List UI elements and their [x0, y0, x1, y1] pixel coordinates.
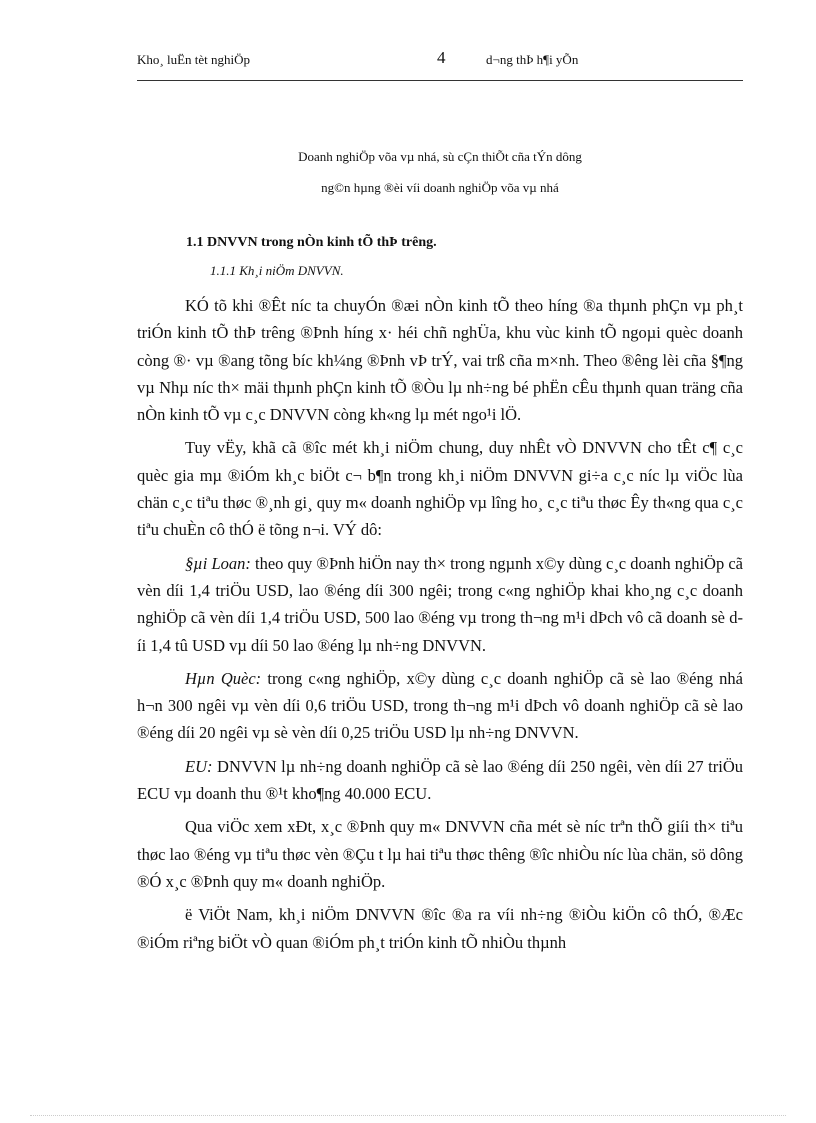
chapter-title-line-1: Doanh nghiÖp võa vµ nhá, sù cÇn thiÕt cña tÝn dông [298, 149, 582, 164]
paragraph-taiwan: §µi Loan: theo quy ®Þnh hiÖn nay th× trong ngµnh x©y dùng c¸c doanh nghiÖp cã vèn díi 1,4 triÖu USD, lao ®éng díi 300 ngêi; trong c«ng nghiÖp khai kho¸ng c¸c doanh nghiÖp cã vèn díi 1,4 triÖu USD, 500 lao ®éng vµ trong th¬ng m¹i dÞch vô cã doanh sè díi 1,4 tû USD vµ díi 50 lao ®éng lµ nh÷ng DNVVN. [137, 553, 743, 655]
paragraph-2: Tuy vËy, khã cã ®îc mét kh¸i niÖm chung, duy nhÊt vÒ DNVVN cho tÊt c¶ c¸c quèc gia mµ ®iÓm kh¸c biÖt c¬ b¶n trong kh¸i niÖm DNVVN gi÷a c¸c níc lµ viÖc lùa chän c¸c tiªu thøc ®¸nh gi¸ quy m« doanh nghiÖp vµ lîng ho¸ c¸c tiªu thøc Êy th«ng qua c¸c tiªu chuÈn cô thÓ ë tõng n¬i. VÝ dô: [137, 438, 743, 540]
page-number: 4 [437, 48, 446, 67]
paragraph-7: ë ViÖt Nam, kh¸i niÖm DNVVN ®îc ®a ra víi nh÷ng ®iÒu kiÖn cô thÓ, ®Æc ®iÓm riªng biÖt vÒ quan ®iÓm ph¸t triÓn kinh tÕ nhiÒu thµnh [137, 905, 743, 952]
paragraph-lead: §µi Loan: [185, 553, 251, 573]
paragraph-korea: Hµn Quèc: trong c«ng nghiÖp, x©y dùng c¸c doanh nghiÖp cã sè lao ®éng nhá h¬n 300 ngêi vµ vèn díi 0,6 triÖu USD, trong th¬ng m¹i dÞch vô doanh nghiÖp cã sè lao ®éng díi 20 ngêi vµ sè vèn díi 0,25 triÖu USD lµ nh÷ng DNVVN. [137, 668, 744, 743]
chapter-title-line-2: ng©n hµng ®èi víi doanh nghiÖp võa vµ nhá [321, 180, 559, 195]
paragraph-lead: EU: [185, 756, 213, 776]
paragraph-eu: EU: DNVVN lµ nh÷ng doanh nghiÖp cã sè lao ®éng díi 250 ngêi, vèn díi 27 triÖu ECU vµ doanh thu ®¹t kho¶ng 40.000 ECU. [137, 756, 743, 804]
paragraph-1: KÓ tõ khi ®Êt níc ta chuyÓn ®æi nÒn kinh tÕ theo híng ®a thµnh phÇn vµ ph¸t triÓn kinh tÕ thÞ trêng ®Þnh híng x· héi chñ nghÜa, khu vùc kinh tÕ ngoµi quèc doanh còng ®· vµ ®ang tõng bíc kh¼ng ®Þnh vÞ trÝ, vai trß cña m×nh. Theo ®êng lèi cña §¶ng vµ Nhµ níc th× mäi thµnh phÇn kinh tÕ ®Òu lµ nh÷ng bé phËn cÊu thµnh quan träng cña nÒn kinh tÕ vµ c¸c DNVVN còng kh«ng lµ mét ngo¹i lÖ. [137, 296, 743, 425]
section-heading: 1.1 DNVVN trong nÒn kinh tÕ thÞ trêng. [186, 235, 437, 250]
header-right-text: d¬ng thÞ h¶i yÕn [486, 52, 579, 67]
page-header [137, 44, 743, 81]
footer-divider [30, 1115, 786, 1116]
body-text [137, 292, 743, 956]
header-left-text: Kho¸ luËn tèt nghiÖp [137, 52, 251, 67]
paragraph-lead: Hµn Quèc: [185, 668, 262, 688]
paragraph-6: Qua viÖc xem xÐt, x¸c ®Þnh quy m« DNVVN cña mét sè níc trªn thÕ giíi th× tiªu thøc lao ®éng vµ tiªu thøc vèn ®Çu t lµ hai tiªu thøc thêng ®îc nhiÒu níc lùa chän, sö dông ®Ó x¸c ®Þnh quy m« doanh nghiÖp. [137, 817, 743, 891]
subsection-heading: 1.1.1 Kh¸i niÖm DNVVN. [210, 263, 344, 278]
